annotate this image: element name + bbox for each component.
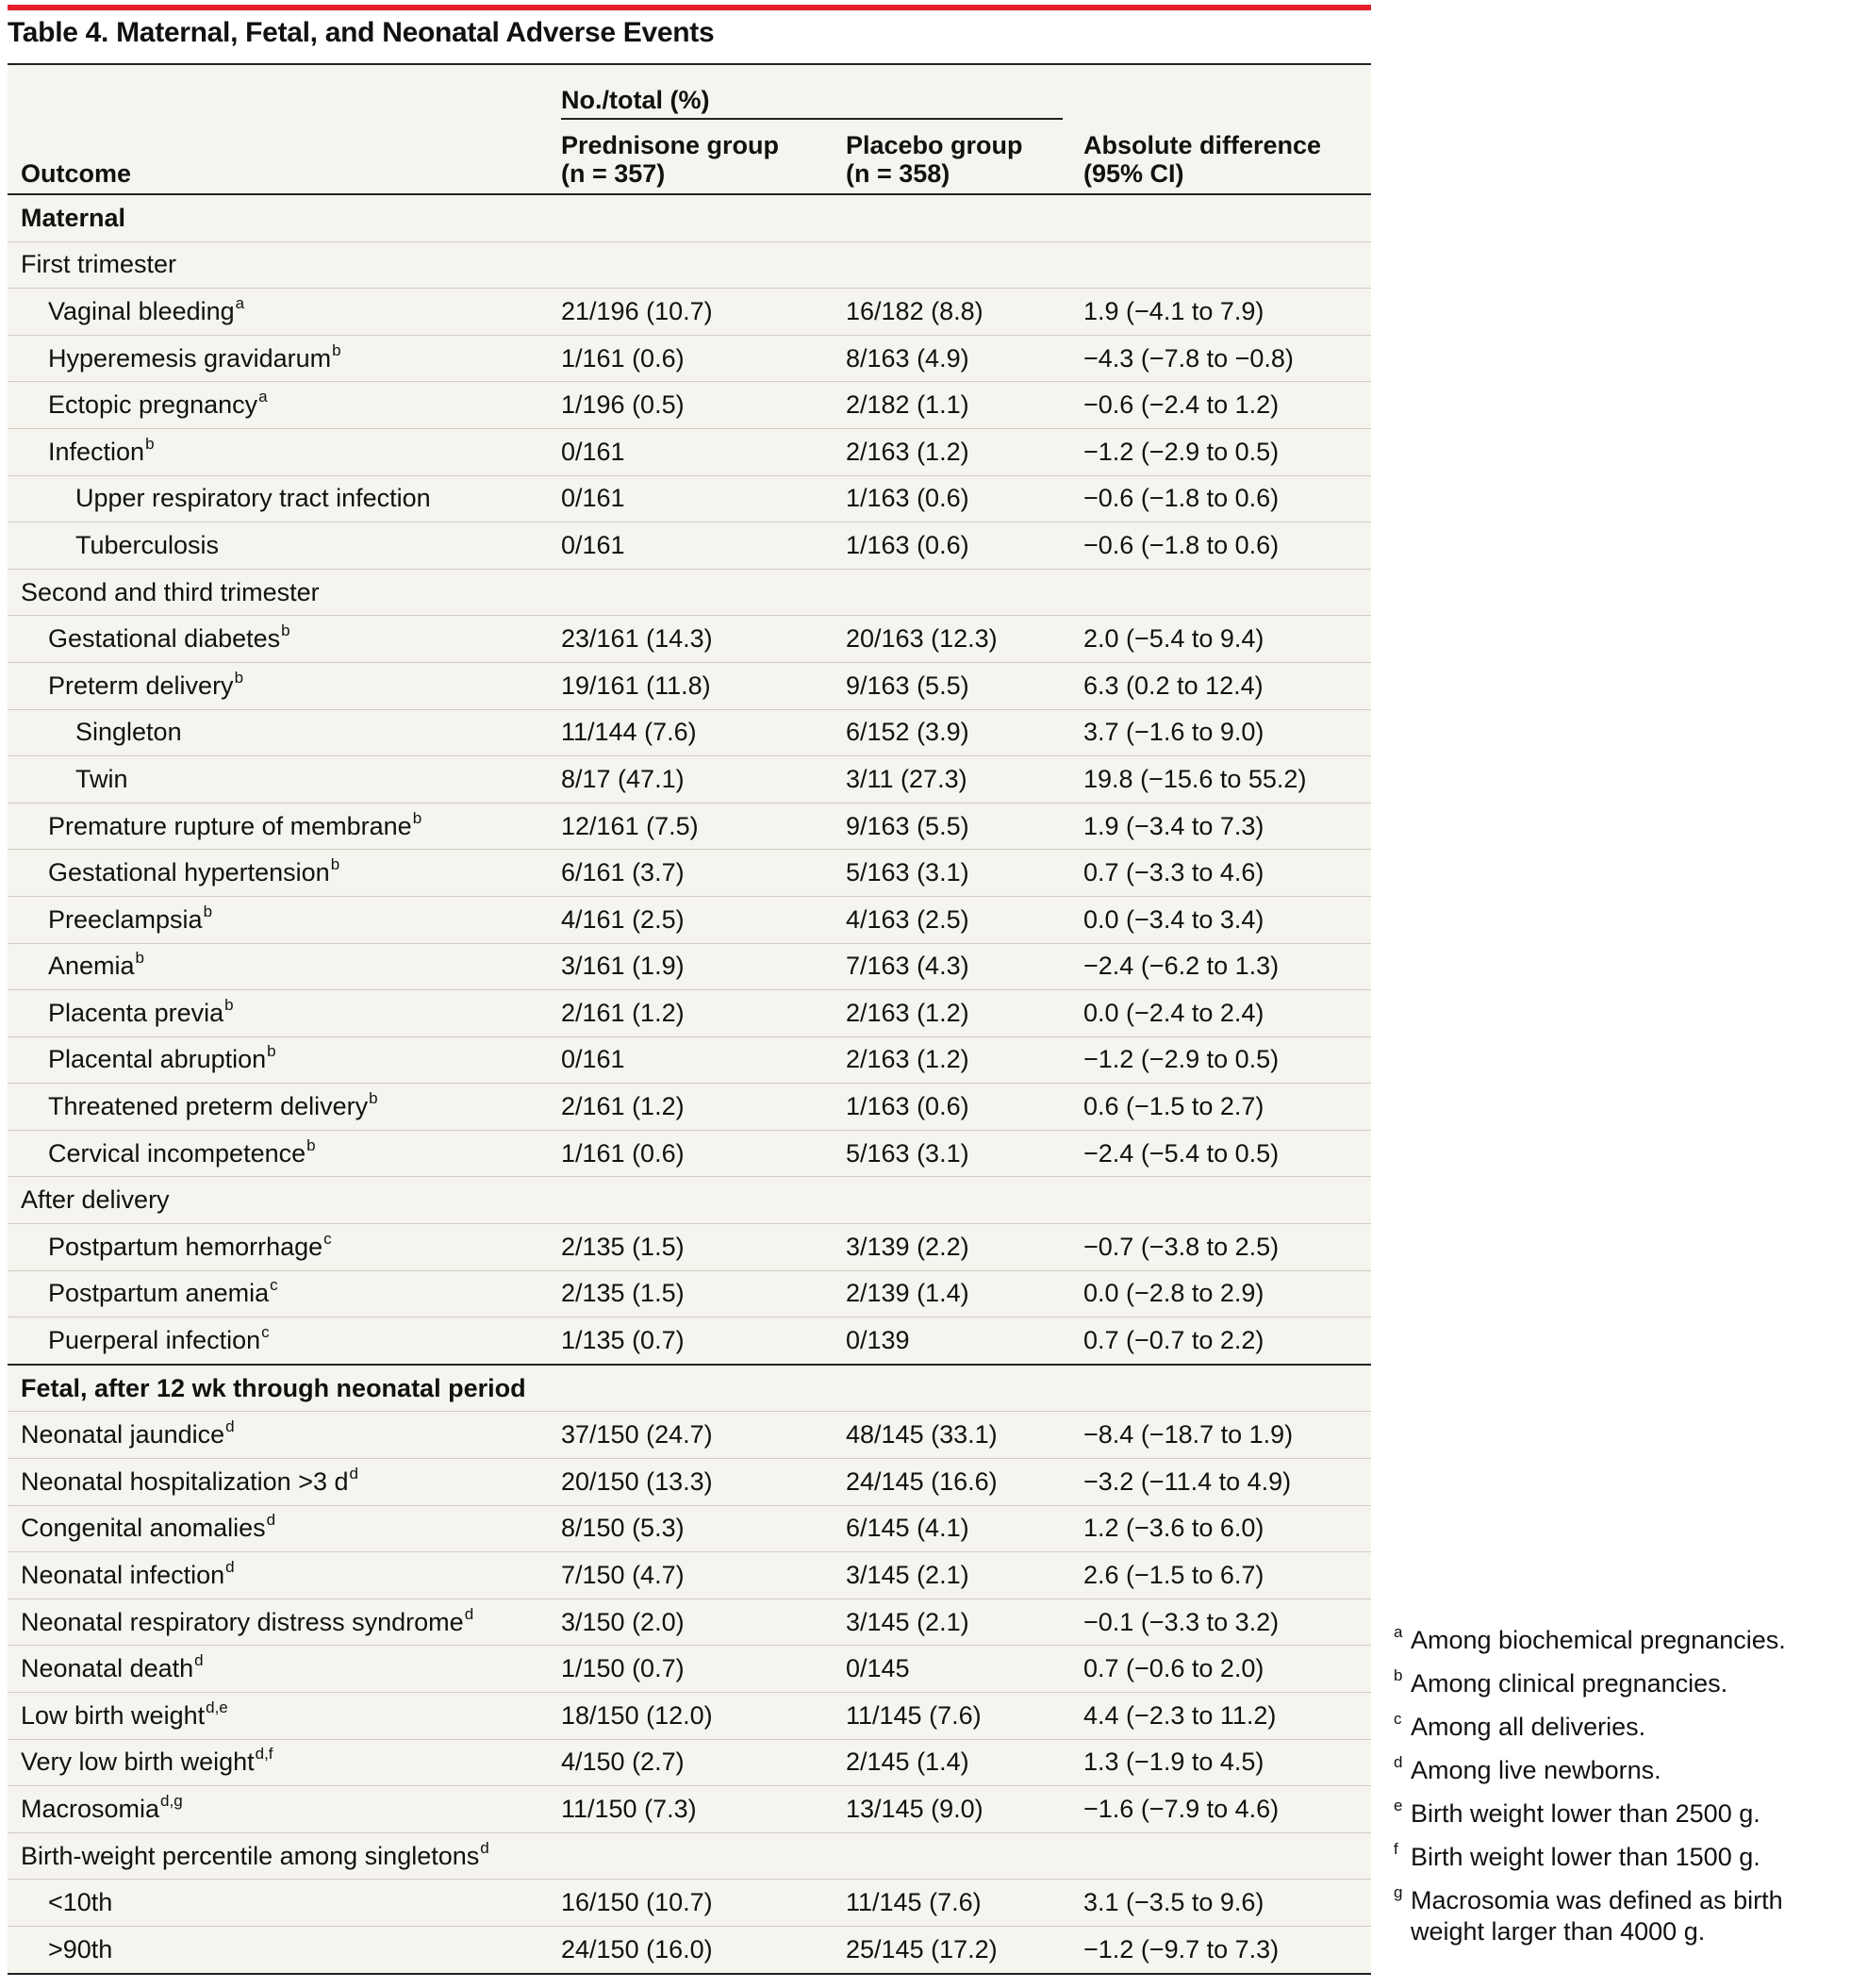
difference-value: −0.7 (−3.8 to 2.5) xyxy=(1083,1224,1371,1271)
table-row xyxy=(8,896,1371,943)
footnote-marker: b xyxy=(306,1135,316,1154)
outcome-label: Neonatal respiratory distress syndrome xyxy=(21,1607,464,1636)
footnote-marker: d xyxy=(225,1417,235,1436)
outcome-label: Placenta previa xyxy=(48,998,224,1027)
footnote-text: Among live newborns. xyxy=(1411,1756,1661,1784)
table-row xyxy=(8,1412,1371,1459)
placebo-value: 13/145 (9.0) xyxy=(846,1786,1083,1833)
header-spacer xyxy=(8,65,561,120)
outcome-cell xyxy=(8,382,561,429)
difference-value: 3.7 (−1.6 to 9.0) xyxy=(1083,709,1371,756)
placebo-value: 9/163 (5.5) xyxy=(846,803,1083,850)
placebo-value xyxy=(846,1365,1083,1412)
footnote-text: Among biochemical pregnancies. xyxy=(1411,1626,1786,1654)
footnote-marker: b xyxy=(281,621,290,640)
outcome-label: Congenital anomalies xyxy=(21,1514,266,1543)
prednisone-value: 11/150 (7.3) xyxy=(561,1786,846,1833)
footnote-mark: d xyxy=(1394,1753,1403,1771)
difference-value: −3.2 (−11.4 to 4.9) xyxy=(1083,1459,1371,1506)
table-title: Table 4. Maternal, Fetal, and Neonatal Adverse Events xyxy=(8,17,715,48)
prednisone-value: 1/161 (0.6) xyxy=(561,1130,846,1177)
placebo-value: 6/152 (3.9) xyxy=(846,709,1083,756)
prednisone-value: 2/135 (1.5) xyxy=(561,1270,846,1317)
prednisone-value: 23/161 (14.3) xyxy=(561,616,846,663)
outcome-label: Tuberculosis xyxy=(75,530,220,559)
footnote-marker: b xyxy=(369,1089,378,1108)
outcome-cell xyxy=(8,569,561,616)
outcome-label: Singleton xyxy=(75,718,182,747)
outcome-label: Neonatal hospitalization >3 d xyxy=(21,1466,349,1496)
adverse-events-table xyxy=(8,63,1371,1975)
footnote-marker: d,e xyxy=(206,1698,228,1716)
placebo-value: 6/145 (4.1) xyxy=(846,1505,1083,1552)
prednisone-value: 19/161 (11.8) xyxy=(561,662,846,709)
outcome-label: Postpartum anemia xyxy=(48,1279,270,1308)
placebo-value: 25/145 (17.2) xyxy=(846,1926,1083,1973)
outcome-cell xyxy=(8,335,561,382)
footnote-marker: b xyxy=(267,1042,276,1061)
header-spacer xyxy=(1083,65,1371,120)
prednisone-value: 12/161 (7.5) xyxy=(561,803,846,850)
table-row xyxy=(8,1599,1371,1646)
prednisone-value: 1/161 (0.6) xyxy=(561,335,846,382)
placebo-value: 5/163 (3.1) xyxy=(846,850,1083,897)
placebo-value: 2/163 (1.2) xyxy=(846,990,1083,1037)
footnote-marker: d xyxy=(349,1464,358,1483)
difference-value xyxy=(1083,241,1371,289)
footnote xyxy=(1394,1625,1846,1656)
difference-value xyxy=(1083,1832,1371,1880)
outcome-cell xyxy=(8,662,561,709)
footnote-mark: c xyxy=(1394,1710,1402,1728)
table-row xyxy=(8,1880,1371,1927)
difference-value: −1.6 (−7.9 to 4.6) xyxy=(1083,1786,1371,1833)
prednisone-value: 16/150 (10.7) xyxy=(561,1880,846,1927)
prednisone-value: 0/161 xyxy=(561,428,846,475)
difference-value: 0.0 (−2.8 to 2.9) xyxy=(1083,1270,1371,1317)
difference-value: −0.6 (−2.4 to 1.2) xyxy=(1083,382,1371,429)
footnote-marker: b xyxy=(203,902,213,920)
header-group-label: No./total (%) xyxy=(561,86,1063,120)
placebo-value: 2/182 (1.1) xyxy=(846,382,1083,429)
outcome-label: Macrosomia xyxy=(21,1794,160,1823)
outcome-label: Low birth weight xyxy=(21,1700,206,1730)
placebo-value xyxy=(846,194,1083,241)
outcome-cell xyxy=(8,289,561,336)
placebo-value: 3/145 (2.1) xyxy=(846,1599,1083,1646)
outcome-label: Anemia xyxy=(48,952,135,981)
difference-value: 1.9 (−4.1 to 7.9) xyxy=(1083,289,1371,336)
prednisone-value: 8/17 (47.1) xyxy=(561,756,846,803)
outcome-label: Neonatal death xyxy=(21,1654,194,1683)
outcome-label: >90th xyxy=(48,1934,113,1963)
outcome-cell xyxy=(8,803,561,850)
outcome-cell xyxy=(8,1880,561,1927)
footnote-marker: d xyxy=(480,1838,489,1857)
outcome-cell xyxy=(8,896,561,943)
group-row xyxy=(8,569,1371,616)
footnote-marker: b xyxy=(412,808,422,827)
outcome-label: Upper respiratory tract infection xyxy=(75,484,431,513)
footnote-mark: g xyxy=(1394,1883,1403,1901)
table-row xyxy=(8,662,1371,709)
prednisone-value: 2/161 (1.2) xyxy=(561,990,846,1037)
outcome-cell xyxy=(8,1693,561,1740)
placebo-value: 5/163 (3.1) xyxy=(846,1130,1083,1177)
prednisone-value: 6/161 (3.7) xyxy=(561,850,846,897)
outcome-cell xyxy=(8,1130,561,1177)
outcome-cell xyxy=(8,1036,561,1084)
placebo-value: 7/163 (4.3) xyxy=(846,943,1083,990)
group-row xyxy=(8,1832,1371,1880)
outcome-label: <10th xyxy=(48,1888,113,1917)
header-group xyxy=(561,65,1083,120)
outcome-cell xyxy=(8,1832,561,1880)
footnote-marker: b xyxy=(135,949,145,968)
difference-value: 1.2 (−3.6 to 6.0) xyxy=(1083,1505,1371,1552)
footnote xyxy=(1394,1755,1846,1786)
prednisone-value: 24/150 (16.0) xyxy=(561,1926,846,1973)
outcome-cell xyxy=(8,1224,561,1271)
difference-value: −2.4 (−6.2 to 1.3) xyxy=(1083,943,1371,990)
outcome-cell xyxy=(8,1552,561,1599)
outcome-cell xyxy=(8,475,561,522)
prednisone-value: 2/161 (1.2) xyxy=(561,1084,846,1131)
title-accent-rule xyxy=(8,5,1371,10)
placebo-value: 48/145 (33.1) xyxy=(846,1412,1083,1459)
outcome-cell xyxy=(8,850,561,897)
outcome-cell xyxy=(8,616,561,663)
footnote-marker: b xyxy=(145,434,155,453)
placebo-value: 2/163 (1.2) xyxy=(846,1036,1083,1084)
difference-value: 3.1 (−3.5 to 9.6) xyxy=(1083,1880,1371,1927)
outcome-cell xyxy=(8,1459,561,1506)
outcome-label: Gestational diabetes xyxy=(48,624,281,654)
footnote-mark: e xyxy=(1394,1797,1403,1814)
placebo-value: 1/163 (0.6) xyxy=(846,522,1083,570)
prednisone-value: 1/135 (0.7) xyxy=(561,1317,846,1365)
outcome-label: Neonatal infection xyxy=(21,1561,225,1590)
outcome-label: Puerperal infection xyxy=(48,1326,261,1355)
outcome-cell xyxy=(8,1177,561,1224)
footnote-text: Birth weight lower than 2500 g. xyxy=(1411,1799,1760,1828)
outcome-cell xyxy=(8,1786,561,1833)
table-body xyxy=(8,194,1371,1974)
placebo-value xyxy=(846,569,1083,616)
prednisone-value: 20/150 (13.3) xyxy=(561,1459,846,1506)
footnote xyxy=(1394,1798,1846,1830)
outcome-label: First trimester xyxy=(21,250,176,279)
outcome-label: Threatened preterm delivery xyxy=(48,1092,369,1121)
difference-value: 0.7 (−0.6 to 2.0) xyxy=(1083,1646,1371,1693)
outcome-cell xyxy=(8,1365,561,1412)
outcome-cell xyxy=(8,943,561,990)
prednisone-value: 18/150 (12.0) xyxy=(561,1693,846,1740)
placebo-value: 3/139 (2.2) xyxy=(846,1224,1083,1271)
outcome-label: Maternal xyxy=(21,203,126,232)
placebo-value: 0/139 xyxy=(846,1317,1083,1365)
outcome-cell xyxy=(8,1270,561,1317)
prednisone-value: 4/150 (2.7) xyxy=(561,1739,846,1786)
outcome-label: Cervical incompetence xyxy=(48,1138,306,1168)
prednisone-value: 1/196 (0.5) xyxy=(561,382,846,429)
header-prednisone-line1: Prednisone group xyxy=(561,131,780,159)
difference-value xyxy=(1083,194,1371,241)
prednisone-value: 1/150 (0.7) xyxy=(561,1646,846,1693)
table-row xyxy=(8,1646,1371,1693)
header-difference-line2: (95% CI) xyxy=(1083,159,1184,188)
outcome-cell xyxy=(8,1739,561,1786)
prednisone-value: 11/144 (7.6) xyxy=(561,709,846,756)
footnote-mark: f xyxy=(1394,1840,1398,1858)
placebo-value: 3/11 (27.3) xyxy=(846,756,1083,803)
outcome-label: Second and third trimester xyxy=(21,577,320,606)
difference-value: 6.3 (0.2 to 12.4) xyxy=(1083,662,1371,709)
outcome-label: Birth-weight percentile among singletons xyxy=(21,1841,480,1870)
outcome-cell xyxy=(8,1505,561,1552)
placebo-value: 16/182 (8.8) xyxy=(846,289,1083,336)
difference-value: −4.3 (−7.8 to −0.8) xyxy=(1083,335,1371,382)
table-row xyxy=(8,709,1371,756)
footnote xyxy=(1394,1668,1846,1699)
outcome-cell xyxy=(8,1317,561,1365)
prednisone-value: 8/150 (5.3) xyxy=(561,1505,846,1552)
footnote-marker: d xyxy=(464,1604,474,1623)
outcome-cell xyxy=(8,990,561,1037)
table-row xyxy=(8,1505,1371,1552)
placebo-value: 11/145 (7.6) xyxy=(846,1693,1083,1740)
placebo-value: 1/163 (0.6) xyxy=(846,1084,1083,1131)
outcome-label: Placental abruption xyxy=(48,1045,267,1074)
outcome-label: Postpartum hemorrhage xyxy=(48,1232,323,1261)
footnote xyxy=(1394,1712,1846,1743)
footnote-marker: d xyxy=(266,1511,276,1530)
difference-value: −0.6 (−1.8 to 0.6) xyxy=(1083,522,1371,570)
outcome-label: Vaginal bleeding xyxy=(48,296,235,325)
footnote-marker: c xyxy=(270,1276,278,1295)
footnote-text: Among all deliveries. xyxy=(1411,1713,1646,1741)
prednisone-value xyxy=(561,569,846,616)
difference-value xyxy=(1083,1177,1371,1224)
difference-value: 1.9 (−3.4 to 7.3) xyxy=(1083,803,1371,850)
outcome-cell xyxy=(8,241,561,289)
header-placebo xyxy=(846,120,1083,194)
table-row xyxy=(8,289,1371,336)
section-row xyxy=(8,194,1371,241)
prednisone-value: 2/135 (1.5) xyxy=(561,1224,846,1271)
placebo-value xyxy=(846,1177,1083,1224)
outcome-cell xyxy=(8,1926,561,1973)
table-row xyxy=(8,1317,1371,1365)
outcome-label: Infection xyxy=(48,437,145,466)
footnote-marker: d xyxy=(225,1558,235,1577)
placebo-value: 9/163 (5.5) xyxy=(846,662,1083,709)
difference-value xyxy=(1083,1365,1371,1412)
outcome-label: Neonatal jaundice xyxy=(21,1420,225,1450)
outcome-label: Fetal, after 12 wk through neonatal period xyxy=(21,1373,526,1402)
difference-value: 1.3 (−1.9 to 4.5) xyxy=(1083,1739,1371,1786)
footnote-marker: b xyxy=(332,340,341,359)
footnote-marker: a xyxy=(235,293,245,312)
footnote-marker: b xyxy=(234,668,244,687)
footnote-marker: a xyxy=(258,388,268,406)
prednisone-value xyxy=(561,1832,846,1880)
table-row xyxy=(8,1786,1371,1833)
placebo-value: 20/163 (12.3) xyxy=(846,616,1083,663)
header-outcome: Outcome xyxy=(8,120,561,194)
table-row xyxy=(8,335,1371,382)
footnote-text: Among clinical pregnancies. xyxy=(1411,1669,1728,1698)
placebo-value: 2/163 (1.2) xyxy=(846,428,1083,475)
header-difference-line1: Absolute difference xyxy=(1083,131,1322,159)
prednisone-value: 0/161 xyxy=(561,522,846,570)
outcome-label: Gestational hypertension xyxy=(48,858,330,887)
prednisone-value: 21/196 (10.7) xyxy=(561,289,846,336)
outcome-cell xyxy=(8,194,561,241)
table-row xyxy=(8,475,1371,522)
table-row xyxy=(8,1693,1371,1740)
outcome-label: Ectopic pregnancy xyxy=(48,390,258,420)
footnote-mark: b xyxy=(1394,1666,1403,1684)
table-row xyxy=(8,616,1371,663)
footnote-text: Birth weight lower than 1500 g. xyxy=(1411,1843,1760,1871)
outcome-label: Premature rupture of membrane xyxy=(48,811,412,840)
placebo-value: 11/145 (7.6) xyxy=(846,1880,1083,1927)
table-row xyxy=(8,756,1371,803)
outcome-cell xyxy=(8,756,561,803)
header-prednisone xyxy=(561,120,846,194)
prednisone-value: 4/161 (2.5) xyxy=(561,896,846,943)
prednisone-value xyxy=(561,194,846,241)
table-row xyxy=(8,850,1371,897)
group-row xyxy=(8,1177,1371,1224)
table-row xyxy=(8,1739,1371,1786)
table-row xyxy=(8,803,1371,850)
outcome-cell xyxy=(8,428,561,475)
footnote-marker: c xyxy=(323,1229,332,1248)
footnote-marker: d,g xyxy=(160,1791,183,1810)
placebo-value: 2/145 (1.4) xyxy=(846,1739,1083,1786)
prednisone-value xyxy=(561,241,846,289)
table-row xyxy=(8,1130,1371,1177)
outcome-cell xyxy=(8,522,561,570)
outcome-label: Very low birth weight xyxy=(21,1748,255,1777)
group-row xyxy=(8,241,1371,289)
difference-value: −0.6 (−1.8 to 0.6) xyxy=(1083,475,1371,522)
placebo-value: 0/145 xyxy=(846,1646,1083,1693)
prednisone-value: 3/161 (1.9) xyxy=(561,943,846,990)
difference-value: 0.6 (−1.5 to 2.7) xyxy=(1083,1084,1371,1131)
outcome-cell xyxy=(8,1599,561,1646)
table-row xyxy=(8,1926,1371,1973)
outcome-label: After delivery xyxy=(21,1185,170,1215)
footnote-marker: c xyxy=(261,1323,270,1342)
footnote-marker: d,f xyxy=(255,1745,273,1764)
table-row xyxy=(8,1552,1371,1599)
placebo-value: 2/139 (1.4) xyxy=(846,1270,1083,1317)
table-row xyxy=(8,382,1371,429)
difference-value: 19.8 (−15.6 to 55.2) xyxy=(1083,756,1371,803)
difference-value: 2.0 (−5.4 to 9.4) xyxy=(1083,616,1371,663)
prednisone-value xyxy=(561,1365,846,1412)
outcome-cell xyxy=(8,1646,561,1693)
table-row xyxy=(8,428,1371,475)
outcome-label: Preterm delivery xyxy=(48,671,234,700)
prednisone-value: 0/161 xyxy=(561,1036,846,1084)
header-placebo-line2: (n = 358) xyxy=(846,159,950,188)
header-difference xyxy=(1083,120,1371,194)
footnote-mark: a xyxy=(1394,1623,1403,1641)
table-row xyxy=(8,1036,1371,1084)
difference-value xyxy=(1083,569,1371,616)
difference-value: 2.6 (−1.5 to 6.7) xyxy=(1083,1552,1371,1599)
prednisone-value: 7/150 (4.7) xyxy=(561,1552,846,1599)
placebo-value xyxy=(846,241,1083,289)
footnote-marker: d xyxy=(194,1651,204,1670)
placebo-value xyxy=(846,1832,1083,1880)
header-placebo-line1: Placebo group xyxy=(846,131,1023,159)
footnote-text: Macrosomia was defined as birth weight larger than 4000 g. xyxy=(1411,1886,1783,1946)
placebo-value: 8/163 (4.9) xyxy=(846,335,1083,382)
table-row xyxy=(8,1459,1371,1506)
outcome-cell xyxy=(8,709,561,756)
prednisone-value: 0/161 xyxy=(561,475,846,522)
prednisone-value xyxy=(561,1177,846,1224)
difference-value: 0.0 (−3.4 to 3.4) xyxy=(1083,896,1371,943)
difference-value: −2.4 (−5.4 to 0.5) xyxy=(1083,1130,1371,1177)
difference-value: 0.0 (−2.4 to 2.4) xyxy=(1083,990,1371,1037)
difference-value: −1.2 (−2.9 to 0.5) xyxy=(1083,428,1371,475)
table-row xyxy=(8,1084,1371,1131)
footnote xyxy=(1394,1842,1846,1873)
difference-value: 4.4 (−2.3 to 11.2) xyxy=(1083,1693,1371,1740)
table-row xyxy=(8,1270,1371,1317)
footnote xyxy=(1394,1885,1846,1947)
outcome-cell xyxy=(8,1084,561,1131)
prednisone-value: 3/150 (2.0) xyxy=(561,1599,846,1646)
footnote-marker: b xyxy=(224,995,234,1014)
header-prednisone-line2: (n = 357) xyxy=(561,159,666,188)
difference-value: 0.7 (−3.3 to 4.6) xyxy=(1083,850,1371,897)
prednisone-value: 37/150 (24.7) xyxy=(561,1412,846,1459)
table-row xyxy=(8,990,1371,1037)
outcome-label: Twin xyxy=(75,764,128,793)
difference-value: −8.4 (−18.7 to 1.9) xyxy=(1083,1412,1371,1459)
table-row xyxy=(8,1224,1371,1271)
footnotes xyxy=(1394,1625,1846,1960)
placebo-value: 3/145 (2.1) xyxy=(846,1552,1083,1599)
table-row xyxy=(8,943,1371,990)
footnote-marker: b xyxy=(330,855,340,874)
difference-value: 0.7 (−0.7 to 2.2) xyxy=(1083,1317,1371,1365)
placebo-value: 24/145 (16.6) xyxy=(846,1459,1083,1506)
difference-value: −0.1 (−3.3 to 3.2) xyxy=(1083,1599,1371,1646)
outcome-label: Hyperemesis gravidarum xyxy=(48,343,332,373)
difference-value: −1.2 (−2.9 to 0.5) xyxy=(1083,1036,1371,1084)
section-row xyxy=(8,1365,1371,1412)
outcome-label: Preeclampsia xyxy=(48,904,203,934)
outcome-cell xyxy=(8,1412,561,1459)
placebo-value: 4/163 (2.5) xyxy=(846,896,1083,943)
placebo-value: 1/163 (0.6) xyxy=(846,475,1083,522)
table-row xyxy=(8,522,1371,570)
difference-value: −1.2 (−9.7 to 7.3) xyxy=(1083,1926,1371,1973)
